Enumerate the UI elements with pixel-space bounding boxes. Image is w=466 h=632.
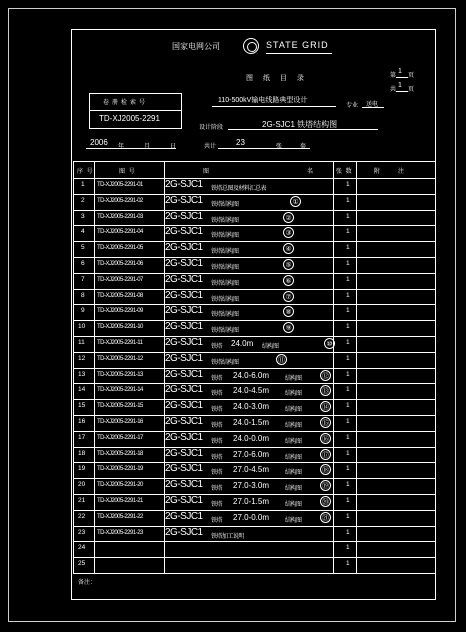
row-sheet-count: 1 [346, 544, 350, 552]
row-number: 2 [81, 196, 85, 204]
table-row-line [73, 257, 435, 258]
row-drawing-desc-suffix: 结构图 [285, 486, 302, 493]
row-drawing-code: TD-XJ2005-2291-02 [97, 197, 143, 204]
row-drawing-name: 2G-SJC1 [165, 321, 203, 333]
row-drawing-code: TD-XJ2005-2291-19 [97, 466, 143, 473]
table-row-line [73, 241, 435, 242]
row-drawing-desc: 铁塔 [211, 407, 223, 414]
sheet-unit: 张 [276, 144, 283, 150]
row-sheet-count: 1 [346, 307, 350, 315]
row-drawing-desc: 铁塔结构图 [211, 249, 239, 256]
row-sheet-count: 1 [346, 433, 350, 441]
row-drawing-code: TD-XJ2005-2291-15 [97, 403, 143, 410]
row-drawing-desc: 铁塔 [211, 423, 223, 429]
design-stage-label: 设计阶段 [199, 125, 224, 131]
row-drawing-desc-suffix: 结构图 [285, 407, 302, 414]
row-drawing-code: TD-XJ2005-2291-11 [97, 340, 143, 346]
row-number: 4 [81, 228, 85, 236]
table-header-count: 张 数 [336, 169, 353, 175]
row-height-range: 24.0-6.0m [233, 370, 270, 380]
row-drawing-desc: 铁塔加工说明 [211, 533, 245, 540]
row-height-range: 24.0-0.0m [233, 433, 270, 443]
row-drawing-name: 2G-SJC1 [165, 194, 203, 206]
sheet-count-label: 共计 [204, 144, 217, 150]
row-drawing-name: 2G-SJC1 [165, 447, 203, 459]
row-drawing-code: TD-XJ2005-2291-06 [97, 261, 143, 267]
row-drawing-code: TD-XJ2005-2291-16 [97, 419, 143, 425]
row-height-range: 24.0-3.0m [233, 402, 270, 412]
table-header-note-1: 附 [374, 169, 382, 175]
project-underline [212, 106, 336, 107]
row-drawing-desc: 铁塔结构图 [211, 328, 239, 335]
row-section-circle-icon: ④ [283, 243, 294, 254]
row-drawing-code: TD-XJ2005-2291-10 [97, 324, 143, 331]
logo-underline [266, 53, 332, 54]
row-drawing-name: 2G-SJC1 [165, 305, 203, 317]
table-row-line [73, 462, 435, 463]
row-drawing-desc: 铁塔 [211, 438, 223, 445]
row-sheet-count: 1 [346, 196, 350, 204]
row-height-range: 27.0-1.5m [233, 497, 270, 506]
row-section-circle-icon: ⑧ [283, 306, 294, 317]
row-section-circle-icon: ⑲ [320, 480, 331, 491]
row-drawing-name: 2G-SJC1 [165, 368, 203, 380]
row-section-circle-icon: ⑯ [320, 433, 331, 444]
table-header-code: 图 号 [119, 169, 136, 175]
table-header-line [73, 178, 435, 179]
table-header-no: 序 号 [77, 169, 94, 175]
row-drawing-code: TD-XJ2005-2291-20 [97, 482, 143, 489]
table-column-line [435, 161, 436, 573]
row-section-circle-icon: ⑫ [320, 370, 331, 381]
page-unit-2: 页 [408, 87, 415, 93]
date-year: 2006 [90, 138, 108, 147]
doc-title: 图 纸 目 录 [246, 75, 308, 82]
row-section-circle-icon: ⑮ [320, 417, 331, 428]
row-drawing-desc: 铁塔结构图 [211, 201, 239, 208]
table-row-line [73, 210, 435, 211]
date-month-unit: 月 [144, 144, 151, 150]
page-no-1-underline [396, 77, 408, 78]
row-sheet-count: 1 [346, 402, 350, 410]
row-drawing-desc: 铁塔总图及材料汇总表 [211, 186, 267, 192]
row-drawing-code: TD-XJ2005-2291-21 [97, 498, 143, 504]
row-sheet-count: 1 [346, 512, 350, 520]
row-section-circle-icon: ⑨ [283, 322, 294, 333]
part-value: 送电 [366, 102, 379, 108]
row-sheet-count: 1 [346, 323, 350, 331]
row-sheet-count: 1 [346, 339, 350, 346]
row-drawing-desc: 铁塔结构图 [211, 296, 239, 303]
page-label-1: 第 [390, 73, 397, 79]
row-drawing-code: TD-XJ2005-2291-05 [97, 245, 143, 252]
row-number: 1 [81, 181, 85, 188]
row-drawing-code: TD-XJ2005-2291-17 [97, 434, 143, 441]
row-section-circle-icon: ⑭ [320, 401, 331, 412]
part-underline [362, 107, 384, 108]
row-drawing-desc: 铁塔 [211, 502, 223, 508]
company-name-en: STATE GRID [266, 40, 329, 50]
row-drawing-desc: 铁塔结构图 [211, 280, 239, 287]
row-sheet-count: 1 [346, 528, 350, 536]
row-sheet-count: 1 [346, 370, 350, 378]
table-row-line [73, 447, 435, 448]
table-column-line [73, 161, 74, 573]
table-row-line [73, 368, 435, 369]
row-drawing-desc: 铁塔结构图 [211, 233, 239, 240]
row-drawing-name: 2G-SJC1 [165, 258, 203, 269]
row-drawing-code: TD-XJ2005-2291-04 [97, 229, 143, 236]
table-header-title-1: 图 [203, 169, 211, 175]
row-section-circle-icon: ⑰ [320, 449, 331, 460]
row-drawing-code: TD-XJ2005-2291-22 [97, 513, 143, 520]
row-number: 7 [81, 275, 85, 283]
row-drawing-code: TD-XJ2005-2291-14 [97, 387, 143, 394]
table-row-line [73, 541, 435, 542]
row-sheet-count: 1 [346, 228, 350, 236]
footer-note: 备注： [78, 580, 97, 586]
row-drawing-code: TD-XJ2005-2291-07 [97, 276, 143, 283]
row-height-range: 27.0-0.0m [233, 512, 270, 522]
row-section-circle-icon: ⑬ [320, 385, 331, 396]
date-day-unit: 日 [170, 144, 177, 150]
table-row-line [73, 336, 435, 337]
row-drawing-name: 2G-SJC1 [165, 210, 203, 222]
row-sheet-count: 1 [346, 449, 350, 457]
row-drawing-desc: 铁塔结构图 [211, 359, 239, 366]
row-number: 6 [81, 260, 85, 267]
row-number: 25 [78, 560, 86, 568]
row-drawing-name: 2G-SJC1 [165, 495, 203, 506]
sheet-unit2: 套 [300, 144, 307, 150]
row-drawing-name: 2G-SJC1 [165, 179, 203, 190]
row-section-circle-icon: ⑳ [320, 496, 331, 507]
row-section-circle-icon: ㉑ [320, 512, 331, 523]
page-no-2: 1 [398, 82, 402, 89]
row-number: 20 [78, 481, 86, 489]
row-height-range: 24.0m [231, 339, 254, 348]
row-drawing-desc-suffix: 结构图 [285, 454, 302, 461]
row-sheet-count: 1 [346, 481, 350, 489]
row-sheet-count: 1 [346, 560, 350, 568]
row-number: 23 [78, 528, 86, 536]
table-row-line [73, 494, 435, 495]
row-section-circle-icon: ⑥ [283, 275, 294, 286]
row-drawing-desc-suffix: 结构图 [285, 502, 302, 508]
row-height-range: 27.0-4.5m [233, 465, 270, 475]
row-drawing-desc: 铁塔 [211, 391, 223, 398]
table-row-line [73, 478, 435, 479]
table-column-line [333, 161, 334, 573]
row-drawing-name: 2G-SJC1 [165, 384, 203, 396]
row-drawing-desc: 铁塔 [211, 470, 223, 477]
row-section-circle-icon: ⑱ [320, 464, 331, 475]
row-drawing-name: 2G-SJC1 [165, 273, 203, 285]
row-drawing-desc: 铁塔 [211, 517, 223, 524]
table-top-line [73, 161, 435, 162]
row-drawing-name: 2G-SJC1 [165, 463, 203, 475]
row-drawing-name: 2G-SJC1 [165, 226, 203, 238]
row-drawing-desc-suffix: 结构图 [285, 391, 302, 398]
row-drawing-desc: 铁塔 [211, 375, 223, 382]
row-sheet-count: 1 [346, 497, 350, 504]
row-sheet-count: 1 [346, 244, 350, 252]
row-drawing-desc: 铁塔 [211, 454, 223, 461]
row-drawing-code: TD-XJ2005-2291-23 [97, 529, 143, 536]
table-row-line [73, 510, 435, 511]
table-row-line [73, 289, 435, 290]
row-number: 12 [78, 354, 86, 362]
row-drawing-desc-suffix: 结构图 [285, 517, 302, 524]
row-section-circle-icon: ⑪ [276, 354, 287, 365]
row-section-circle-icon: ① [290, 196, 301, 207]
row-number: 16 [78, 418, 86, 425]
row-drawing-desc-suffix: 结构图 [285, 375, 302, 382]
sheet-underline [218, 148, 310, 149]
row-drawing-desc: 铁塔结构图 [211, 217, 239, 224]
row-sheet-count: 1 [346, 465, 350, 473]
table-row-line [73, 320, 435, 321]
table-row-line [73, 557, 435, 558]
row-number: 18 [78, 449, 86, 457]
design-value: 2G-SJC1 铁塔结构图 [262, 120, 338, 129]
row-height-range: 27.0-3.0m [233, 481, 270, 491]
row-sheet-count: 1 [346, 275, 350, 283]
table-header-note-2: 注 [398, 169, 406, 175]
row-sheet-count: 1 [346, 291, 350, 299]
row-number: 8 [81, 291, 85, 299]
row-number: 5 [81, 244, 85, 252]
row-sheet-count: 1 [346, 212, 350, 220]
design-underline [228, 129, 378, 130]
table-row-line [73, 352, 435, 353]
row-drawing-code: TD-XJ2005-2291-08 [97, 292, 143, 299]
row-number: 24 [78, 544, 86, 552]
row-sheet-count: 1 [346, 260, 350, 267]
row-drawing-code: TD-XJ2005-2291-18 [97, 450, 143, 457]
row-drawing-code: TD-XJ2005-2291-13 [97, 371, 143, 378]
row-number: 14 [78, 386, 86, 394]
row-height-range: 24.0-4.5m [233, 386, 270, 396]
row-sheet-count: 1 [346, 181, 350, 188]
row-drawing-name: 2G-SJC1 [165, 431, 203, 443]
state-grid-logo-icon [243, 38, 259, 54]
row-section-circle-icon: ② [283, 212, 294, 223]
row-number: 17 [78, 433, 86, 441]
row-sheet-count: 1 [346, 418, 350, 425]
sheet-count: 23 [236, 138, 245, 147]
row-drawing-desc: 铁塔 [211, 344, 223, 350]
row-number: 21 [78, 497, 86, 504]
volume-label: 卷册检索号 [103, 100, 149, 106]
row-section-circle-icon: ⑦ [283, 291, 294, 302]
date-year-unit: 年 [118, 144, 125, 150]
row-drawing-code: TD-XJ2005-2291-01 [97, 182, 143, 188]
table-row-line [73, 526, 435, 527]
table-header-title-2: 名 [307, 169, 315, 175]
table-column-line [356, 161, 357, 573]
company-name-cn: 国家电网公司 [172, 42, 220, 51]
page-label-2: 共 [390, 87, 397, 93]
table-row-line [73, 383, 435, 384]
row-number: 11 [78, 339, 85, 346]
row-number: 9 [81, 307, 85, 315]
row-number: 19 [78, 465, 86, 473]
page-no-1: 1 [398, 68, 402, 75]
row-drawing-code: TD-XJ2005-2291-09 [97, 308, 143, 315]
row-section-circle-icon: ⑩ [324, 338, 335, 349]
row-drawing-name: 2G-SJC1 [165, 479, 203, 491]
row-drawing-desc: 铁塔 [211, 486, 223, 493]
row-drawing-desc: 铁塔结构图 [211, 265, 239, 271]
row-drawing-name: 2G-SJC1 [165, 510, 203, 522]
row-number: 3 [81, 212, 85, 220]
row-drawing-name: 2G-SJC1 [165, 526, 203, 538]
page-no-2-underline [396, 91, 408, 92]
row-drawing-code: TD-XJ2005-2291-12 [97, 355, 143, 362]
row-section-circle-icon: ⑤ [283, 259, 294, 270]
table-row-line [73, 431, 435, 432]
row-number: 10 [78, 323, 86, 331]
date-underline [86, 148, 176, 149]
row-number: 22 [78, 512, 86, 520]
part-label: 专业 [346, 103, 359, 109]
row-drawing-name: 2G-SJC1 [165, 242, 203, 254]
table-row-line [73, 304, 435, 305]
row-sheet-count: 1 [346, 386, 350, 394]
table-row-line [73, 225, 435, 226]
row-drawing-desc-suffix: 结构图 [285, 470, 302, 477]
row-height-range: 27.0-6.0m [233, 449, 270, 459]
table-row-line [73, 194, 435, 195]
row-drawing-name: 2G-SJC1 [165, 337, 203, 348]
row-drawing-desc-suffix: 结构图 [285, 438, 302, 445]
row-drawing-desc-suffix: 结构图 [285, 423, 302, 429]
row-drawing-desc-suffix: 结构图 [262, 344, 279, 350]
row-height-range: 24.0-1.5m [233, 418, 270, 427]
project-name: 110-500kV输电线路典型设计 [218, 97, 308, 104]
row-drawing-name: 2G-SJC1 [165, 416, 203, 427]
row-drawing-desc: 铁塔结构图 [211, 312, 239, 319]
row-number: 13 [78, 370, 86, 378]
row-drawing-name: 2G-SJC1 [165, 400, 203, 412]
volume-number: TD-XJ2005-2291 [99, 114, 160, 123]
table-row-line [73, 399, 435, 400]
row-number: 15 [78, 402, 86, 410]
row-drawing-code: TD-XJ2005-2291-03 [97, 213, 143, 220]
volume-box-divider [89, 110, 182, 111]
row-drawing-name: 2G-SJC1 [165, 289, 203, 301]
page-unit-1: 页 [408, 73, 415, 79]
table-row-line [73, 573, 435, 574]
row-section-circle-icon: ③ [283, 227, 294, 238]
table-row-line [73, 415, 435, 416]
row-drawing-name: 2G-SJC1 [165, 352, 203, 364]
row-sheet-count: 1 [346, 354, 350, 362]
table-row-line [73, 273, 435, 274]
table-column-line [94, 161, 95, 573]
